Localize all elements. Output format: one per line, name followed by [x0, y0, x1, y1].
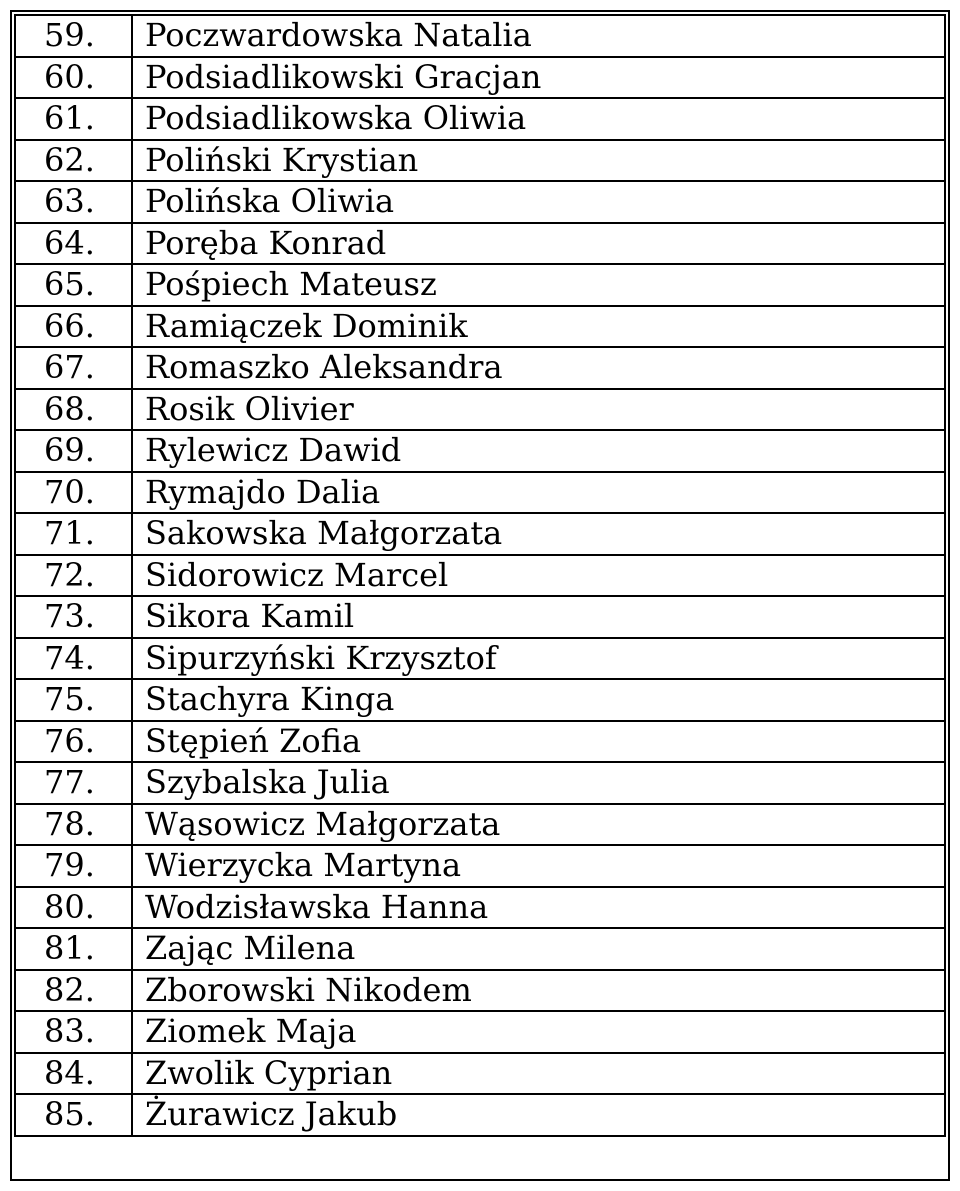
- table-row: [15, 596, 945, 638]
- student-name: Sidorowicz Marcel: [132, 555, 945, 597]
- student-name: Zając Milena: [132, 928, 945, 970]
- table-row: [15, 638, 945, 680]
- table-row: [15, 845, 945, 887]
- table-row: [15, 762, 945, 804]
- row-number: 84.: [15, 1053, 132, 1095]
- table-row: [15, 389, 945, 431]
- row-number: 66.: [15, 306, 132, 348]
- student-name: Rylewicz Dawid: [132, 430, 945, 472]
- row-number: 72.: [15, 555, 132, 597]
- table-row: [15, 513, 945, 555]
- student-name: Rymajdo Dalia: [132, 472, 945, 514]
- table-row: [15, 928, 945, 970]
- student-name: Ziomek Maja: [132, 1011, 945, 1053]
- student-name: Zborowski Nikodem: [132, 970, 945, 1012]
- row-number: 65.: [15, 264, 132, 306]
- student-name: Wodzisławska Hanna: [132, 887, 945, 929]
- student-name: Romaszko Aleksandra: [132, 347, 945, 389]
- row-number: 70.: [15, 472, 132, 514]
- student-name: Poręba Konrad: [132, 223, 945, 265]
- student-name: Zwolik Cyprian: [132, 1053, 945, 1095]
- row-number: 76.: [15, 721, 132, 763]
- student-name: Polińska Oliwia: [132, 181, 945, 223]
- row-number: 60.: [15, 57, 132, 99]
- row-number: 59.: [15, 15, 132, 57]
- table-row: [15, 140, 945, 182]
- table-row: [15, 98, 945, 140]
- row-number: 75.: [15, 679, 132, 721]
- table-row: [15, 347, 945, 389]
- table-row: [15, 970, 945, 1012]
- row-number: 81.: [15, 928, 132, 970]
- row-number: 74.: [15, 638, 132, 680]
- row-number: 68.: [15, 389, 132, 431]
- row-number: 62.: [15, 140, 132, 182]
- student-name: Sakowska Małgorzata: [132, 513, 945, 555]
- student-name: Podsiadlikowska Oliwia: [132, 98, 945, 140]
- student-name: Szybalska Julia: [132, 762, 945, 804]
- student-name: Żurawicz Jakub: [132, 1094, 945, 1136]
- table-row: [15, 555, 945, 597]
- table-row: [15, 306, 945, 348]
- table-row: [15, 472, 945, 514]
- table-row: [15, 1011, 945, 1053]
- row-number: 61.: [15, 98, 132, 140]
- table-row: [15, 1094, 945, 1136]
- table-row: [15, 15, 945, 57]
- table-row: [15, 181, 945, 223]
- table-row: [15, 430, 945, 472]
- table-row: [15, 57, 945, 99]
- row-number: 73.: [15, 596, 132, 638]
- row-number: 83.: [15, 1011, 132, 1053]
- student-name: Pośpiech Mateusz: [132, 264, 945, 306]
- student-name: Podsiadlikowski Gracjan: [132, 57, 945, 99]
- student-list-body: [15, 15, 945, 1136]
- table-row: [15, 223, 945, 265]
- student-list-table: [14, 14, 946, 1137]
- student-name: Stępień Zofia: [132, 721, 945, 763]
- row-number: 63.: [15, 181, 132, 223]
- row-number: 82.: [15, 970, 132, 1012]
- student-name: Poliński Krystian: [132, 140, 945, 182]
- row-number: 85.: [15, 1094, 132, 1136]
- student-name: Sikora Kamil: [132, 596, 945, 638]
- student-name: Stachyra Kinga: [132, 679, 945, 721]
- row-number: 80.: [15, 887, 132, 929]
- table-row: [15, 887, 945, 929]
- student-name: Sipurzyński Krzysztof: [132, 638, 945, 680]
- row-number: 69.: [15, 430, 132, 472]
- row-number: 78.: [15, 804, 132, 846]
- student-name: Ramiączek Dominik: [132, 306, 945, 348]
- student-name: Wierzycka Martyna: [132, 845, 945, 887]
- row-number: 67.: [15, 347, 132, 389]
- student-name: Poczwardowska Natalia: [132, 15, 945, 57]
- table-row: [15, 721, 945, 763]
- row-number: 79.: [15, 845, 132, 887]
- student-name: Wąsowicz Małgorzata: [132, 804, 945, 846]
- table-row: [15, 804, 945, 846]
- student-name: Rosik Olivier: [132, 389, 945, 431]
- table-row: [15, 264, 945, 306]
- row-number: 77.: [15, 762, 132, 804]
- row-number: 64.: [15, 223, 132, 265]
- table-row: [15, 679, 945, 721]
- table-row: [15, 1053, 945, 1095]
- row-number: 71.: [15, 513, 132, 555]
